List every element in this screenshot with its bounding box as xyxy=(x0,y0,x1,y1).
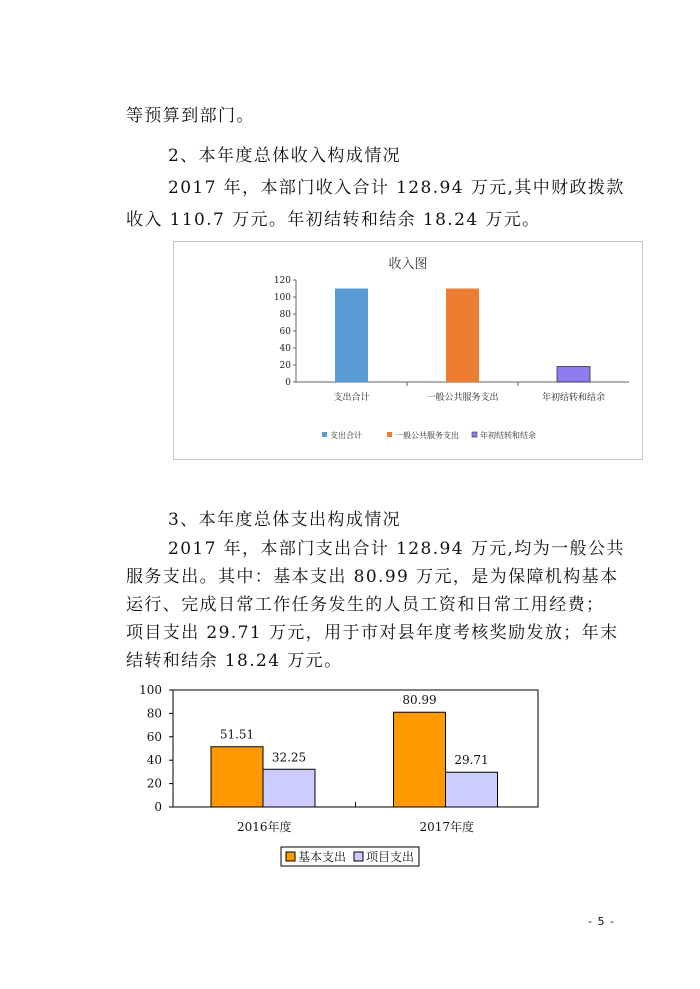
y-tick-label: 0 xyxy=(154,800,162,814)
legend-swatch xyxy=(322,432,327,437)
chart-title: 收入图 xyxy=(388,257,428,272)
y-tick-label: 80 xyxy=(279,310,291,320)
income-chart-svg xyxy=(174,242,642,459)
bar xyxy=(446,289,479,383)
page-number: - 5 - xyxy=(588,915,615,928)
y-tick-label: 60 xyxy=(146,729,162,744)
y-tick-label: 80 xyxy=(146,706,162,721)
y-tick-label: 100 xyxy=(139,683,162,697)
paragraph-line: 收入 110.7 万元。年初结转和结余 18.24 万元。 xyxy=(126,210,541,230)
x-tick-label: 年初结转和结余 xyxy=(541,393,606,403)
legend-swatch xyxy=(286,852,295,861)
section-heading-income: 2、本年度总体收入构成情况 xyxy=(168,146,402,166)
paragraph-line: 2017 年，本部门支出合计 128.94 万元,均为一般公共 xyxy=(168,539,625,559)
paragraph-line: 2017 年，本部门收入合计 128.94 万元,其中财政拨款 xyxy=(168,178,625,198)
legend-label: 一般公共服务支出 xyxy=(395,431,459,440)
legend-swatch xyxy=(354,852,363,861)
data-label: 80.99 xyxy=(402,693,437,708)
y-tick-label: 120 xyxy=(273,276,291,286)
x-tick-label: 2016年度 xyxy=(236,820,292,834)
legend-label: 项目支出 xyxy=(366,850,415,864)
y-tick-label: 40 xyxy=(279,344,291,354)
y-tick-label: 20 xyxy=(146,776,162,791)
section-heading-expense: 3、本年度总体支出构成情况 xyxy=(168,510,402,530)
legend-label: 支出合计 xyxy=(330,431,362,440)
data-label: 51.51 xyxy=(219,727,255,742)
legend-label: 基本支出 xyxy=(298,850,347,864)
expense-chart xyxy=(130,676,560,876)
paragraph-line: 服务支出。其中：基本支出 80.99 万元，是为保障机构基本 xyxy=(126,567,619,587)
y-tick-label: 100 xyxy=(273,293,291,303)
bar xyxy=(335,289,368,383)
legend-swatch xyxy=(472,432,477,437)
bar xyxy=(394,712,446,807)
y-tick-label: 20 xyxy=(279,361,291,371)
paragraph-line: 等预算到部门。 xyxy=(126,106,255,126)
x-tick-label: 2017年度 xyxy=(419,820,475,834)
x-tick-label: 一般公共服务支出 xyxy=(426,393,499,403)
bar xyxy=(211,747,263,807)
data-label: 32.25 xyxy=(271,750,307,765)
bar xyxy=(446,772,498,807)
expense-chart-svg xyxy=(130,676,560,876)
income-chart xyxy=(173,241,643,460)
x-tick-label: 支出合计 xyxy=(333,393,370,403)
y-tick-label: 60 xyxy=(279,327,291,337)
paragraph-line: 运行、完成日常工作任务发生的人员工资和日常工用经费； xyxy=(126,595,605,615)
paragraph-line: 结转和结余 18.24 万元。 xyxy=(126,651,343,671)
y-tick-label: 0 xyxy=(285,378,291,388)
bar xyxy=(557,366,590,382)
legend-swatch xyxy=(387,432,392,437)
legend-label: 年初结转和结余 xyxy=(480,431,536,440)
paragraph-line: 项目支出 29.71 万元，用于市对县年度考核奖励发放；年末 xyxy=(126,623,619,643)
y-tick-label: 40 xyxy=(146,753,162,768)
data-label: 29.71 xyxy=(454,753,489,768)
bar xyxy=(263,769,315,807)
